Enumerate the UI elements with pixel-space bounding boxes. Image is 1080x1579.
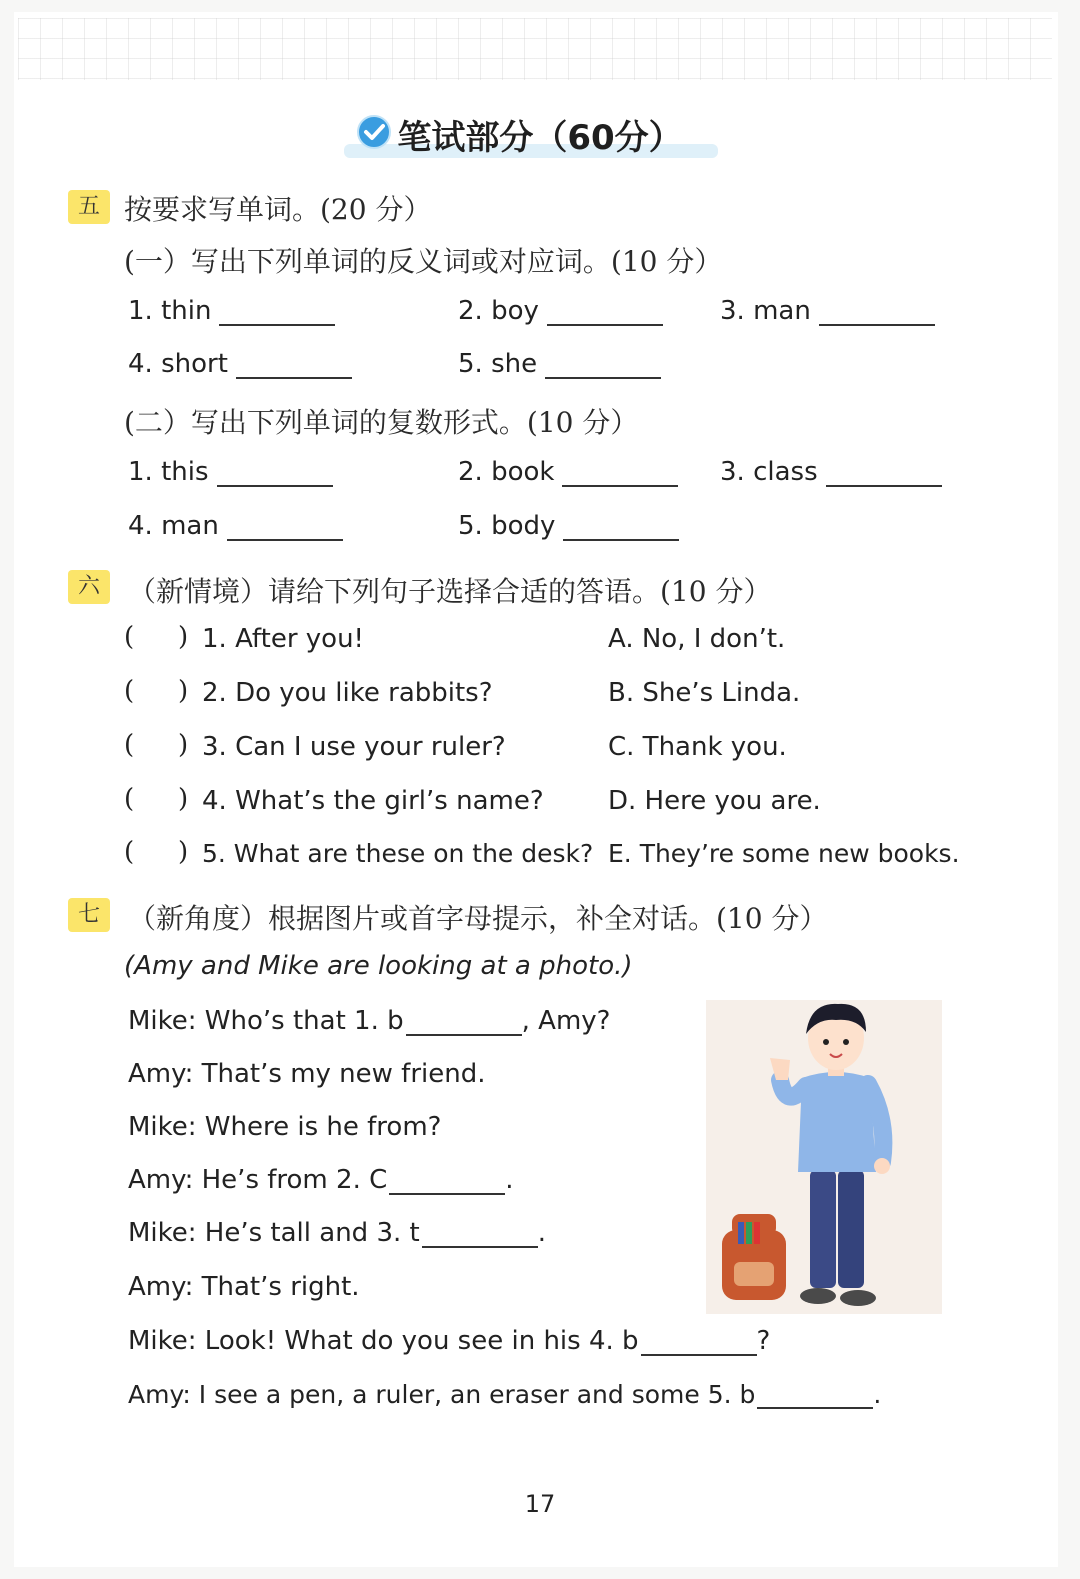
part1-item [458,296,663,326]
answer-paren-close: ) [178,730,189,760]
answer-paren-open: ( [124,784,135,814]
answer-blank[interactable] [236,377,352,379]
item-text: 2. book [458,457,555,487]
dialog-text-end: . [537,1218,546,1248]
answer-paren-close: ) [178,676,189,706]
answer-b: B. She’s Linda. [608,678,801,708]
item-text: 1. this [128,457,209,487]
answer-c: C. Thank you. [608,732,787,762]
part1-item [720,296,935,326]
header-grid-decoration [18,18,1052,80]
answer-blank[interactable] [406,1034,522,1036]
dialog-text-end: . [505,1165,514,1195]
context-text: Amy and Mike are looking at a photo. [134,951,623,981]
dialog-text: Mike: Look! What do you see in his 4. b [128,1326,639,1356]
dialog-line [128,1218,546,1248]
question-5: 5. What are these on the desk? [202,839,594,868]
answer-blank[interactable] [819,324,935,326]
answer-blank[interactable] [641,1354,757,1356]
answer-blank[interactable] [547,324,663,326]
book-spine [754,1222,760,1244]
item-text: 3. class [720,457,818,487]
answer-paren-open: ( [124,622,135,652]
part1-item [128,349,352,379]
dialog-text: Amy: I see a pen, a ruler, an eraser and some 5. b [128,1380,756,1409]
part1-item [458,349,661,379]
left-leg [810,1170,836,1288]
answer-paren-close: ) [178,837,189,867]
part2-item [128,457,333,487]
dialog-line [128,1326,770,1356]
dialog-line: Mike: Where is he from? [128,1112,442,1142]
right-shoe [840,1290,876,1306]
right-hand [874,1158,890,1174]
section-badge-5: 五 [68,190,110,224]
question-3: 3. Can I use your ruler? [202,732,506,762]
left-shoe [800,1288,836,1304]
answer-a: A. No, I don’t. [608,624,786,654]
part2-item [458,457,678,487]
answer-paren-open: ( [124,676,135,706]
dialog-text-end: ? [756,1326,771,1356]
section6-heading: （新情境）请给下列句子选择合适的答语。(10 分） [128,575,772,608]
dialog-text: Mike: Who’s that 1. b [128,1006,404,1036]
page-title: 笔试部分（60分） [397,118,683,158]
dialog-line [128,1006,610,1036]
answer-blank[interactable] [219,324,335,326]
right-eye [843,1039,849,1045]
answer-blank[interactable] [563,539,679,541]
dialog-text-end: , Amy? [521,1006,611,1036]
section-badge-7: 七 [68,898,110,932]
answer-blank[interactable] [757,1407,873,1409]
item-text: 5. body [458,511,556,541]
dialog-text: Amy: He’s from 2. C [128,1165,388,1195]
dialog-text: Mike: He’s tall and 3. t [128,1218,420,1248]
page-number: 17 [524,1490,556,1518]
item-text: 1. thin [128,296,212,326]
right-leg [838,1170,864,1288]
section5-part1-heading: (一）写出下列单词的反义词或对应词。(10 分） [124,245,723,278]
dialog-line: Amy: That’s right. [128,1272,360,1302]
item-text: 4. short [128,349,228,379]
answer-blank[interactable] [826,485,942,487]
part2-item [720,457,942,487]
part2-item [458,511,679,541]
item-text: 4. man [128,511,219,541]
item-text: 5. she [458,349,538,379]
section5-heading: 按要求写单词。(20 分） [124,193,432,226]
answer-blank[interactable] [422,1246,538,1248]
section5-part2-heading: (二）写出下列单词的复数形式。(10 分） [124,406,639,439]
item-text: 3. man [720,296,811,326]
dialog-line [128,1380,881,1409]
question-1: 1. After you! [202,624,364,654]
answer-d: D. Here you are. [608,786,821,816]
answer-blank[interactable] [217,485,333,487]
section7-heading: （新角度）根据图片或首字母提示，补全对话。(10 分） [128,902,828,935]
boy-with-backpack-illustration [706,1000,942,1314]
dialog-line [128,1165,514,1195]
dialog-line: Amy: That’s my new friend. [128,1059,486,1089]
book-spine [746,1222,752,1244]
answer-blank[interactable] [545,377,661,379]
left-eye [823,1039,829,1045]
answer-blank[interactable] [389,1193,505,1195]
answer-e: E. They’re some new books. [608,839,960,868]
item-text: 2. boy [458,296,539,326]
title-container [0,110,1080,159]
answer-paren-close: ) [178,622,189,652]
answer-paren-open: ( [124,837,135,867]
answer-blank[interactable] [227,539,343,541]
answer-paren-open: ( [124,730,135,760]
question-4: 4. What’s the girl’s name? [202,786,544,816]
section7-context: (Amy and Mike are looking at a photo.) [124,951,633,981]
section-badge-6: 六 [68,570,110,604]
question-2: 2. Do you like rabbits? [202,678,493,708]
answer-paren-close: ) [178,784,189,814]
answer-blank[interactable] [562,485,678,487]
book-spine [738,1222,744,1244]
dialog-text-end: . [873,1380,882,1409]
part2-item [128,511,343,541]
backpack-pocket [734,1262,774,1286]
part1-item [128,296,335,326]
